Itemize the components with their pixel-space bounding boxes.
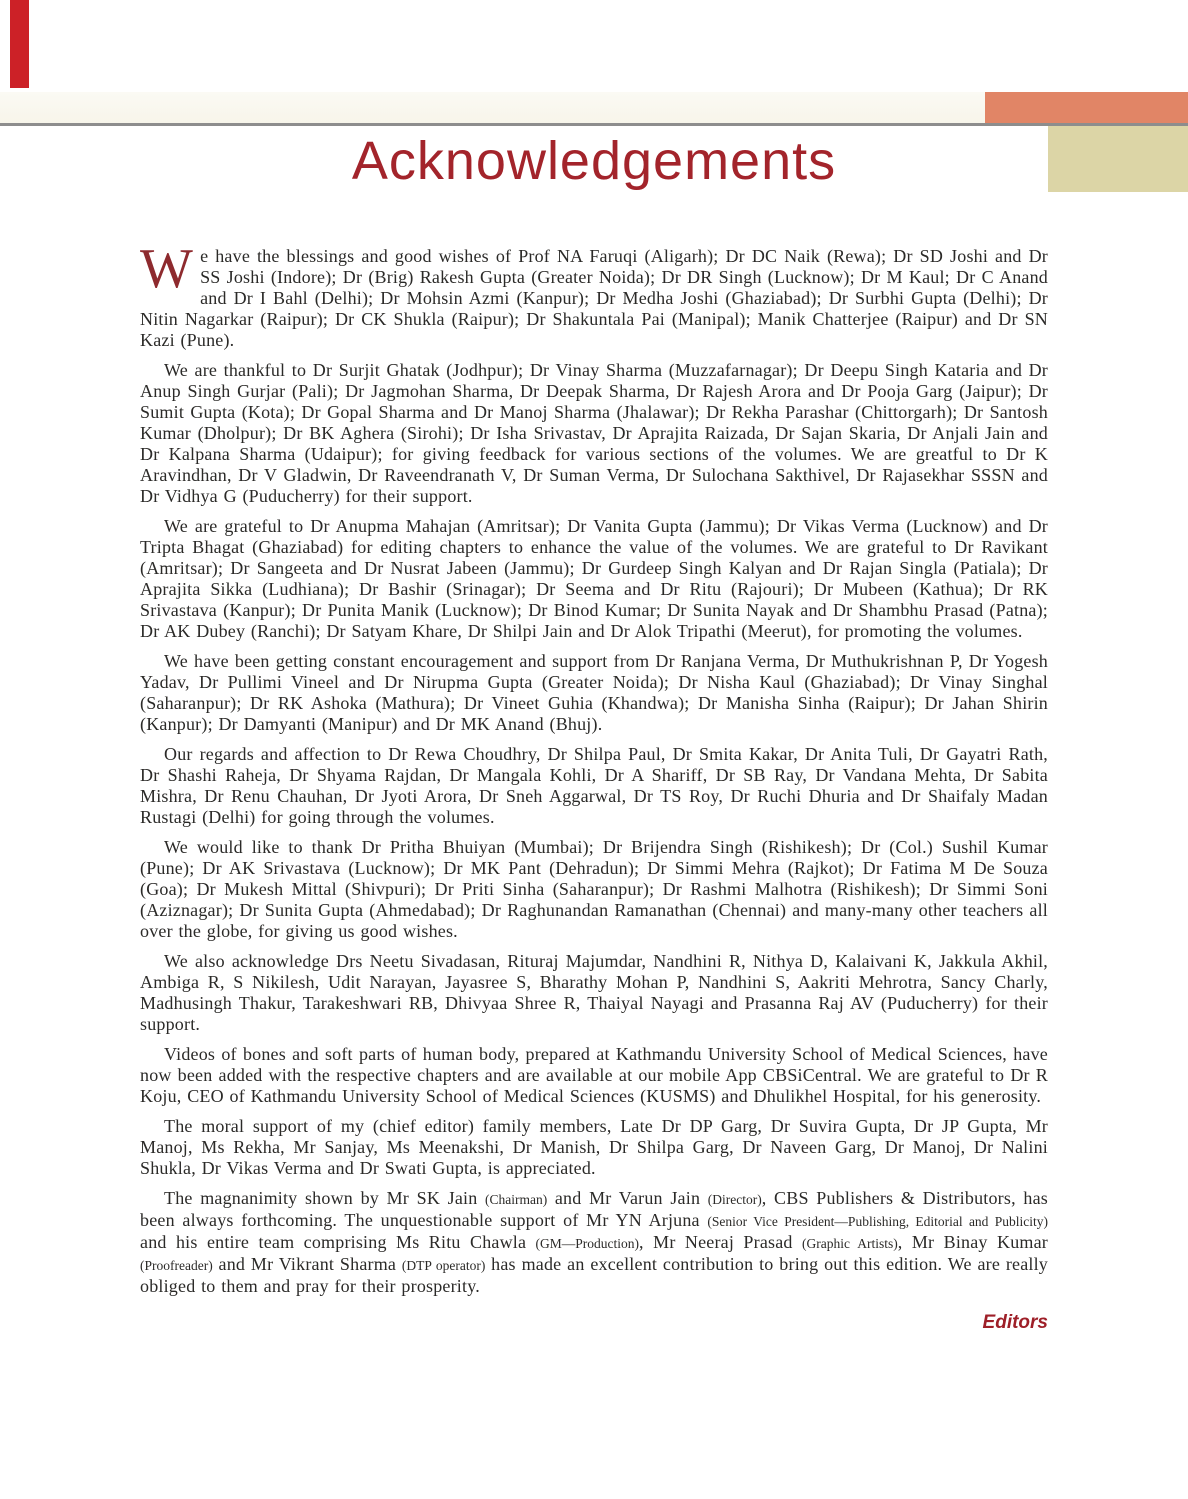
designation-note: (Senior Vice President—Publishing, Editorial and Publicity) [707, 1214, 1048, 1229]
paragraph [140, 1116, 1048, 1179]
dropcap-letter: W [140, 238, 194, 300]
header-salmon-block [985, 92, 1188, 123]
designation-note: (Director) [707, 1192, 762, 1207]
designation-note: (Chairman) [485, 1192, 548, 1207]
paragraph-text: We have been getting constant encouragement and support from Dr Ranjana Verma, Dr Muthukrishnan P, Dr Yogesh Yadav, Dr Pullimi Vineel and Dr Nirupma Gupta (Greater Noida); Dr Nisha Kaul (Ghaziabad); Dr Vinay Singhal (Saharanpur); Dr RK Ashoka (Mathura); Dr Vineet Guhia (Khandwa); Dr Manisha Sinha (Raipur); Dr Jahan Shirin (Kanpur); Dr Damyanti (Manipur) and Dr MK Anand (Bhuj). [140, 651, 1048, 734]
paragraph-text: e have the blessings and good wishes of Prof NA Faruqi (Aligarh); Dr DC Naik (Rewa); Dr SD Joshi and Dr SS Joshi (Indore); Dr (Brig) Rakesh Gupta (Greater Noida); Dr DR Singh (Lucknow); Dr M Kaul; Dr C Anand and Dr I Bahl (Delhi); Dr Mohsin Azmi (Kanpur); Dr Medha Joshi (Ghaziabad); Dr Surbhi Gupta (Delhi); Dr Nitin Nagarkar (Raipur); Dr CK Shukla (Raipur); Dr Shakuntala Pai (Manipal); Manik Chatterjee (Raipur) and Dr SN Kazi (Pune). [140, 246, 1048, 350]
paragraph-text: We would like to thank Dr Pritha Bhuiyan (Mumbai); Dr Brijendra Singh (Rishikesh); Dr (Col.) Sushil Kumar (Pune); Dr AK Srivastava (Lucknow); Dr MK Pant (Dehradun); Dr Simmi Mehra (Rajkot); Dr Fatima M De Souza (Goa); Dr Mukesh Mittal (Shivpuri); Dr Priti Sinha (Saharanpur); Dr Rashmi Malhotra (Rishikesh); Dr Simmi Soni (Aziznagar); Dr Sunita Gupta (Ahmedabad); Dr Raghunandan Ramanathan (Chennai) and many-many other teachers all over the globe, for giving us good wishes. [140, 837, 1048, 941]
paragraph-text: We are grateful to Dr Anupma Mahajan (Amritsar); Dr Vanita Gupta (Jammu); Dr Vikas Verma (Lucknow) and Dr Tripta Bhagat (Ghaziabad) for editing chapters to enhance the value of the volumes. We are grateful to Dr Ravikant (Amritsar); Dr Sangeeta and Dr Nusrat Jabeen (Jammu); Dr Gurdeep Singh Kalyan and Dr Rajan Singla (Patiala); Dr Aprajita Sikka (Ludhiana); Dr Bashir (Srinagar); Dr Seema and Dr Ritu (Rajouri); Dr Mubeen (Kathua); Dr RK Srivastava (Kanpur); Dr Punita Manik (Lucknow); Dr Binod Kumar; Dr Sunita Nayak and Dr Shambhu Prasad (Patna); Dr AK Dubey (Ranchi); Dr Satyam Khare, Dr Shilpi Jain and Dr Alok Tripathi (Meerut), for promoting the volumes. [140, 516, 1048, 641]
header-rule [0, 123, 1188, 126]
paragraph-text: , Mr Binay Kumar [897, 1232, 1048, 1252]
page-title: Acknowledgements [351, 131, 837, 191]
paragraph [140, 1188, 1048, 1297]
paragraph-text: has made an excellent contribution to bring out this edition. We are really obliged to them and pray for their prosperity. [140, 1254, 1048, 1296]
paragraph [140, 1044, 1048, 1107]
paragraph-text: The magnanimity shown by Mr SK Jain [164, 1188, 486, 1208]
paragraph-text: We also acknowledge Drs Neetu Sivadasan, Rituraj Majumdar, Nandhini R, Nithya D, Kalaivani K, Jakkula Akhil, Ambiga R, S Nikilesh, Udit Narayan, Jayasree S, Bharathy Mohan P, Nandhini S, Aakriti Mehrotra, Sancy Charly, Madhusingh Thakur, Tarakeshwari RB, Dhivyaa Shree R, Thaiyal Nayagi and Prasanna Raj AV (Puducherry) for their support. [140, 951, 1048, 1034]
chapter-edge-tab [10, 0, 29, 88]
paragraph [140, 951, 1048, 1035]
paragraph [140, 360, 1048, 507]
paragraph-text: The moral support of my (chief editor) family members, Late Dr DP Garg, Dr Suvira Gupta, Dr JP Gupta, Mr Manoj, Ms Rekha, Mr Sanjay, Ms Meenakshi, Dr Manish, Dr Shilpa Garg, Dr Naveen Garg, Dr Manoj, Dr Nalini Shukla, Dr Vikas Verma and Dr Swati Gupta, is appreciated. [140, 1116, 1048, 1178]
paragraph [140, 837, 1048, 942]
paragraph-text: We are thankful to Dr Surjit Ghatak (Jodhpur); Dr Vinay Sharma (Muzzafarnagar); Dr Deepu Singh Kataria and Dr Anup Singh Gurjar (Pali); Dr Jagmohan Sharma, Dr Deepak Sharma, Dr Rajesh Arora and Dr Pooja Garg (Jaipur); Dr Sumit Gupta (Kota); Dr Gopal Sharma and Dr Manoj Sharma (Jhalawar); Dr Rekha Parashar (Chittorgarh); Dr Santosh Kumar (Dholpur); Dr BK Aghera (Sirohi); Dr Isha Srivastav, Dr Aprajita Raizada, Dr Sajan Skaria, Dr Anjali Jain and Dr Kalpana Sharma (Udaipur); for giving feedback for various sections of the volumes. We are greatful to Dr K Aravindhan, Dr V Gladwin, Dr Raveendranath V, Dr Suman Verma, Dr Sulochana Sakthivel, Dr Rajasekhar SSSN and Dr Vidhya G (Puducherry) for their support. [140, 360, 1048, 506]
paragraph [140, 516, 1048, 642]
paragraph-text: , Mr Neeraj Prasad [639, 1232, 802, 1252]
body-paragraphs [140, 238, 1048, 1306]
editors-signature: Editors [982, 1312, 1048, 1333]
designation-note: (Proofreader) [140, 1258, 213, 1273]
paragraph-text: and Mr Varun Jain [547, 1188, 708, 1208]
paragraph-text: and Mr Vikrant Sharma [212, 1254, 402, 1274]
designation-note: (DTP operator) [401, 1258, 486, 1273]
paragraph [140, 238, 1048, 351]
paragraph-text: and his entire team comprising Ms Ritu Chawla [140, 1232, 536, 1252]
paragraph-text: Videos of bones and soft parts of human body, prepared at Kathmandu University School of Medical Sciences, have now been added with the respective chapters and are available at our mobile App CBSiCentral. We are grateful to Dr R Koju, CEO of Kathmandu University School of Medical Sciences (KUSMS) and Dhulikhel Hospital, for his generosity. [140, 1044, 1048, 1106]
paragraph [140, 651, 1048, 735]
designation-note: (Graphic Artists) [802, 1236, 898, 1251]
designation-note: (GM—Production) [535, 1236, 640, 1251]
paragraph [140, 744, 1048, 828]
paragraph-text: Our regards and affection to Dr Rewa Choudhry, Dr Shilpa Paul, Dr Smita Kakar, Dr Anita Tuli, Dr Gayatri Rath, Dr Shashi Raheja, Dr Shyama Rajdan, Dr Mangala Kohli, Dr A Shariff, Dr SB Ray, Dr Vandana Mehta, Dr Sabita Mishra, Dr Renu Chauhan, Dr Jyoti Arora, Dr Sneh Aggarwal, Dr TS Roy, Dr Ruchi Dhuria and Dr Shaifaly Madan Rustagi (Delhi) for going through the volumes. [140, 744, 1048, 827]
paragraph-text: , CBS Publishers & Distributors, has been always forthcoming. The unquestionable support of Mr YN Arjuna [140, 1188, 1048, 1230]
